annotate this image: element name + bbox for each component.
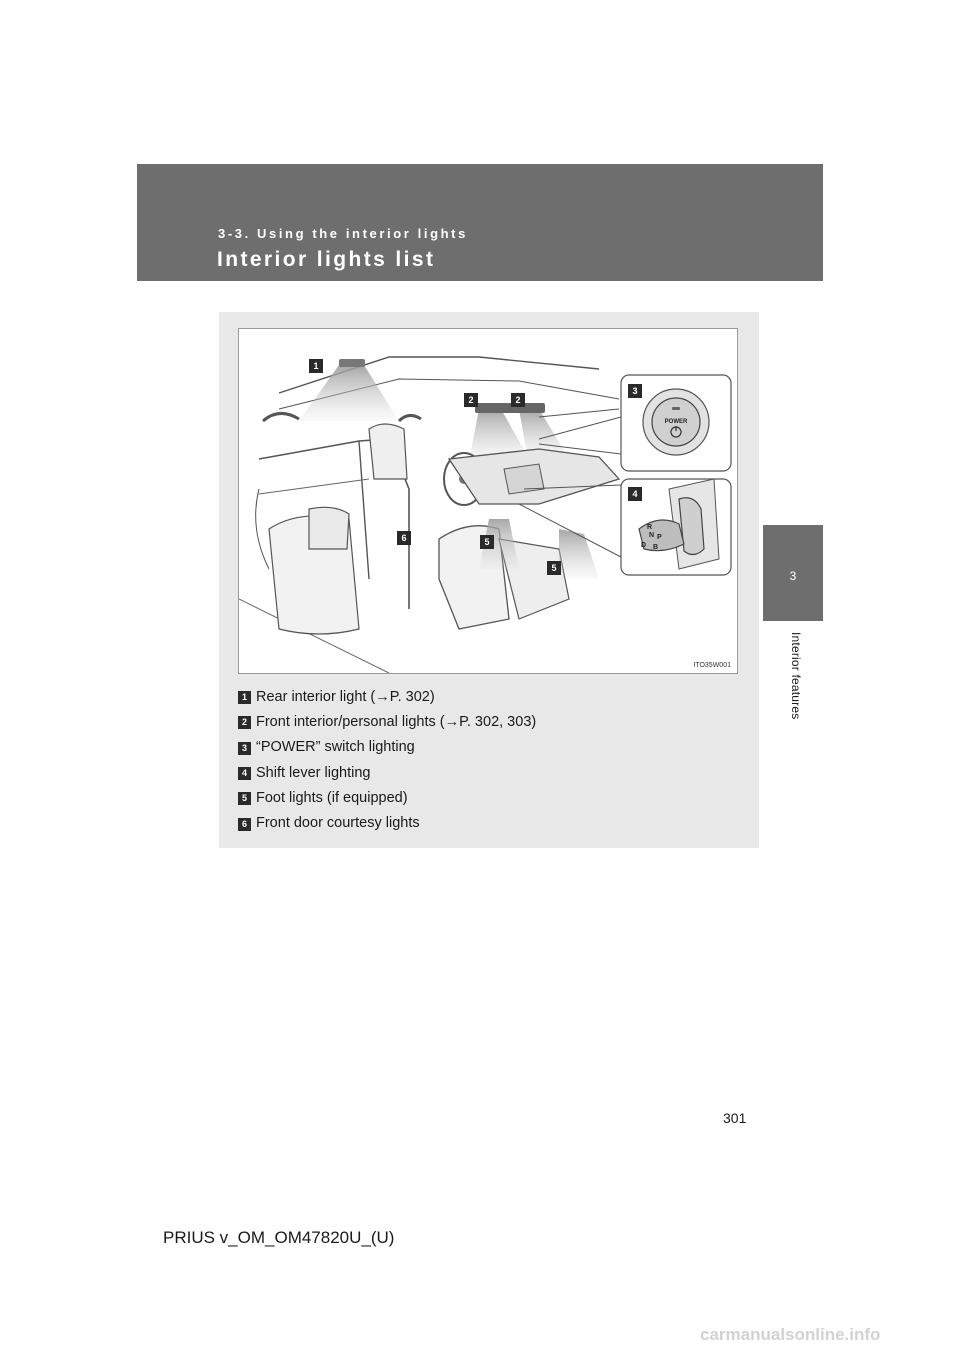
- list-item: [238, 709, 536, 734]
- legend-number: 6: [238, 818, 251, 831]
- legend-number: 4: [238, 767, 251, 780]
- list-item: [238, 760, 536, 785]
- callout-3: 3: [628, 384, 642, 398]
- legend-text: “POWER” switch lighting: [256, 739, 415, 756]
- callout-5a: 5: [480, 535, 494, 549]
- chapter-title: Interior features: [789, 632, 803, 720]
- legend-number: 5: [238, 792, 251, 805]
- content-panel: [219, 312, 759, 848]
- lights-legend: [238, 684, 536, 836]
- figure-code: ITO35W001: [693, 662, 731, 669]
- callout-6: 6: [397, 531, 411, 545]
- legend-text: Foot lights (if equipped): [256, 789, 408, 806]
- power-button-label: POWER: [664, 419, 688, 425]
- list-item: [238, 810, 536, 835]
- car-interior-drawing: [239, 329, 737, 673]
- section-label: 3-3. Using the interior lights: [218, 226, 468, 241]
- document-code: PRIUS v_OM_OM47820U_(U): [163, 1228, 395, 1247]
- legend-number: 2: [238, 716, 251, 729]
- legend-number: 3: [238, 742, 251, 755]
- chapter-tab[interactable]: [763, 525, 823, 621]
- shift-letter-d: D: [641, 542, 647, 549]
- list-item: [238, 735, 536, 760]
- interior-illustration: [238, 328, 738, 674]
- legend-number: 1: [238, 691, 251, 704]
- chapter-number: 3: [789, 569, 797, 583]
- page-number: 301: [723, 1110, 747, 1126]
- list-item: [238, 684, 536, 709]
- shift-letter-b: B: [653, 544, 659, 551]
- callout-4: 4: [628, 487, 642, 501]
- section-header: [137, 164, 823, 281]
- list-item: [238, 785, 536, 810]
- shift-letter-p: P: [657, 534, 662, 541]
- legend-text: Front door courtesy lights: [256, 815, 420, 832]
- shift-letter-r: R: [647, 524, 653, 531]
- watermark: carmanualsonline.info: [700, 1325, 881, 1344]
- shift-letter-n: N: [649, 532, 655, 539]
- legend-text: Rear interior light (→P. 302): [256, 688, 435, 705]
- callout-5b: 5: [547, 561, 561, 575]
- callout-2b: 2: [511, 393, 525, 407]
- legend-text: Front interior/personal lights (→P. 302, 303): [256, 713, 537, 730]
- page-title: Interior lights list: [217, 248, 436, 271]
- callout-2a: 2: [464, 393, 478, 407]
- legend-text: Shift lever lighting: [256, 764, 371, 781]
- callout-1: 1: [309, 359, 323, 373]
